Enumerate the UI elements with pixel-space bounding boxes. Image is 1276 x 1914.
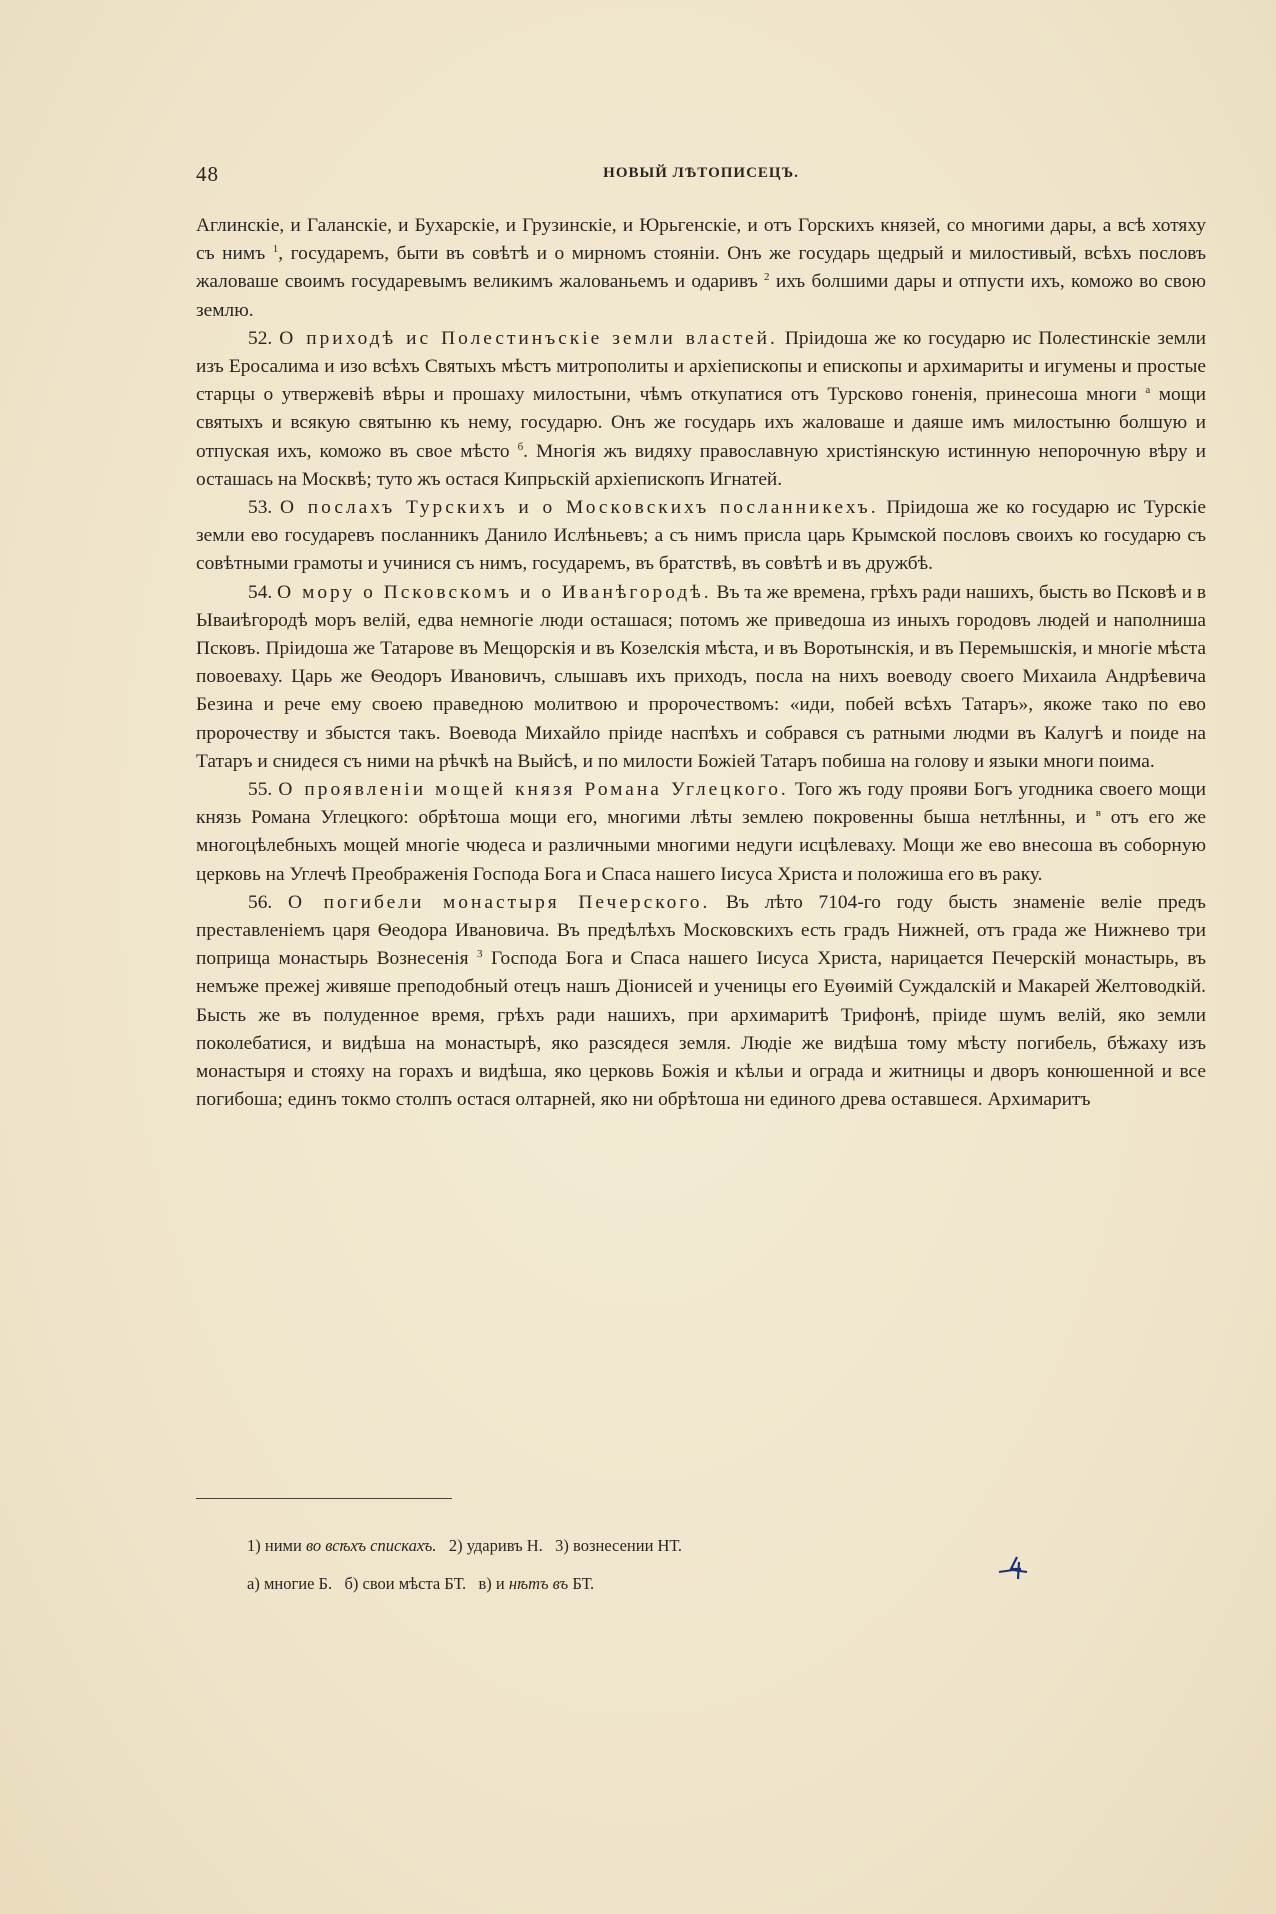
running-title: НОВЫЙ ЛѢТОПИСЕЦЪ.	[603, 165, 799, 181]
page-number: 48	[196, 162, 219, 186]
continuation-paragraph: Аглинскіе, и Галанскіе, и Бухарскіе, и Грузинскіе, и Юрьгенскіе, и отъ Горскихъ князей, со многими дары, а всѣ хотяху съ нимъ $^1$, государемъ, быти въ совѣтѣ и о мирномъ стоянiи. Онъ же государь щедрый и милостивый, всѣхъ пословъ жаловаше своимъ государевымъ великимъ жалованьемъ и одаривъ $^2$ ихъ болшими дары и отпусти ихъ, коможо во свою землю.	[196, 215, 1206, 321]
section-heading: О погибели монастыря Печерского.	[287, 891, 711, 913]
main-text	[196, 212, 1206, 1115]
footnote-ref: б	[517, 440, 524, 453]
section-heading: О мору о Псковскомъ и о Иванѣгородѣ.	[277, 581, 712, 603]
section-56: 56. О погибели монастыря Печерского. Въ лѣто 7104-го году бысть знаменіе веліе предъ преставленіемъ царя Ѳеодора Ивановича. Въ предѣлѣхъ Московскихъ есть градъ Нижней, отъ града же Нижнево три поприща монастырь Вознесенія $^3$ Господа Бога и Спаса нашего Іисуса Христа, нарицается Печерскій монастырь, въ немъже прежеј живяше преподобный отецъ нашъ Діонисей и ученицы его Еуѳимій Суждалскій и Макарей Желтоводкій. Бысть же въ полуденное время, грѣхъ ради нашихъ, при архимаритѣ Трифонѣ, пріиде шумъ велій, яко земли поколебатися, и видѣша на монастырѣ, яко разсядеся земля. Людіе же видѣша тому мѣсту погибель, бѣжаху изъ монастыря и стояху на горахъ и видѣша, яко церковь Божія и кѣльи и ограда и житницы и дворъ конюшенной и все погибоша; единъ токмо столпъ остася олтарней, яко ни обрѣтоша ни единого древа оставшеся. Архимаритъ	[196, 891, 1206, 1111]
section-52: 52. О приходѣ ис Полестинъскіе земли властей. Пріидоша же ко государю ис Полестинскіе земли изъ Еросалима и изо всѣхъ Святыхъ мѣстъ митрополиты и архіепископы и епископы и архимариты и игумены и простые старцы о утвержевіѣ вѣры и прошаху милостыни, чѣмъ откупатися отъ Турсково гоненія, принесоша многи $^а$ мощи святыхъ и всякую святыню къ нему, государю. Онъ же государь ихъ жаловаше и даяше имъ милостыню болшую и отпуская ихъ, коможо въ свое мѣсто $^б$. Многія жъ видяху православную христіянскую истинную непорочную вѣру и осташась на Москвѣ; туто жъ остася Кипрьскій архіепископъ Игнатей.	[196, 327, 1207, 490]
footnote-ref: в	[1095, 807, 1101, 820]
section-heading: О послахъ Турскихъ и о Московскихъ посланникехъ.	[280, 497, 879, 519]
section-number: 55.	[248, 779, 273, 801]
section-53: 53. О послахъ Турскихъ и о Московскихъ посланникехъ. Пріидоша же ко государю ис Турскіе земли ево государевъ посланникъ Данило Ислѣньевъ; а съ нимъ присла царь Крымской пословъ своихъ ко государю съ совѣтными грамоты и учинися съ нимъ, государемъ, въ братствѣ, въ совѣтѣ и въ дружбѣ.	[196, 497, 1206, 575]
section-55: 55. О проявленіи мощей князя Романа Углецкого. Того жъ году прояви Богъ угодника своего мощи князь Романа Углецкого: обрѣтоша мощи его, многими лѣты землею покровенны быша нетлѣнны, и $^в$ отъ его же многоцѣлебныхъ мощей многіе чюдеса и различными многими недуги исцѣлеваху. Мощи же ево внесоша въ соборную церковь на Углечѣ Преображенія Господа Бога и Спаса нашего Іисуса Христа и положиша его въ раку.	[196, 779, 1206, 885]
footnote-line-numeric: 1) ними во всѣхъ спискахъ. 2) ударивъ Н. 3) вознесении НТ.	[247, 1536, 682, 1555]
footnote-ref: 1	[272, 243, 279, 256]
section-number: 54.	[248, 581, 273, 603]
handwritten-pencil-mark-icon	[997, 1554, 1031, 1582]
footnote-ref: 2	[764, 271, 770, 284]
section-number: 53.	[248, 497, 273, 519]
footnote-ref: а	[1145, 384, 1151, 397]
section-number: 52.	[248, 327, 273, 349]
page-header	[196, 162, 1206, 190]
section-heading: О проявленіи мощей князя Романа Углецкого.	[278, 779, 789, 801]
section-54: 54. О мору о Псковскомъ и о Иванѣгородѣ. Въ та же времена, грѣхъ ради нашихъ, бысть во Псковѣ и в Ываиѣгородѣ моръ велій, едва немногіе люди осташася; потомъ же приведоша из иныхъ городовъ людей и наполниша Псковъ. Пріидоша же Татарове въ Мещорскія и въ Козелскія мѣста, и въ Воротынскія, и въ Перемышскія, и многіе мѣста повоеваху. Царь же Ѳеодоръ Ивановичъ, слышавъ ихъ приходъ, посла на нихъ воеводу своего Михаила Андрѣевича Безина и рече ему своею праведною молитвою и пророчествомъ: «иди, побей всѣхъ Татаръ», якоже тако по ево пророчеству и збыстся такъ. Воевода Михайло пріиде наспѣхъ и собрався съ ратными людми въ Калугѣ и поиде на Татаръ и снидеся съ ними на рѣчкѣ на Выйсѣ, и по милости Божiей Татаръ побиша на голову и языки многи поима.	[196, 581, 1207, 772]
section-number: 56.	[248, 891, 273, 913]
footnote-line-letters: а) многие Б. б) свои мѣста БТ. в) и нѣтъ въ БТ.	[247, 1574, 595, 1593]
footnote-divider	[196, 1498, 452, 1499]
section-heading: О приходѣ ис Полестинъскіе земли властей.	[279, 327, 778, 349]
footnote-ref: 3	[476, 948, 483, 961]
